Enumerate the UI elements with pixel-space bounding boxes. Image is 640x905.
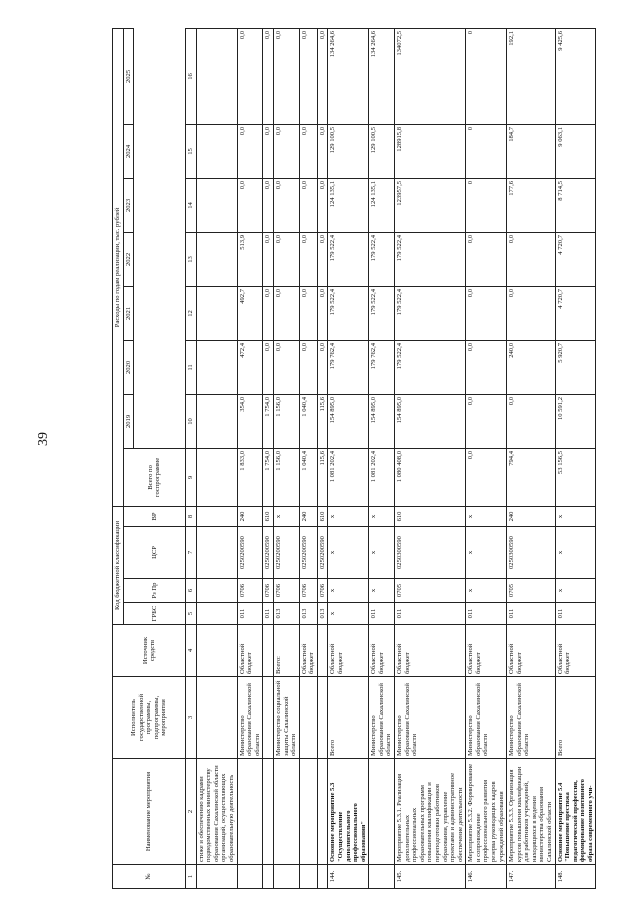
row-number bbox=[273, 865, 299, 889]
code-csr: 0250300590 bbox=[507, 527, 555, 579]
year-value: 1 754,0 bbox=[263, 394, 274, 448]
code-vr: 240 bbox=[299, 506, 317, 526]
year-value: 179 762,4 bbox=[328, 340, 369, 394]
code-rzpr: 0706 bbox=[273, 579, 299, 603]
total-value: 1 833,0 bbox=[237, 448, 263, 506]
code-csr: х bbox=[369, 527, 395, 579]
year-value: 0 bbox=[466, 124, 507, 178]
measure-name: стиже и обеспечению кадрами подведомственных министерству образования Сахалинской области организаций, осуществляющих образовательную деятельность bbox=[196, 759, 237, 865]
header-csr: ЦСР bbox=[123, 527, 186, 579]
code-csr: х bbox=[466, 527, 507, 579]
year-value: 129 100,5 bbox=[328, 124, 369, 178]
year-value: 123957,5 bbox=[395, 178, 466, 232]
total-value: 1 754,0 bbox=[263, 448, 274, 506]
column-number: 3 bbox=[186, 677, 197, 759]
executor: Министерство образования Сахалинской области bbox=[507, 677, 555, 759]
year-value: 0,0 bbox=[507, 232, 555, 286]
year-value bbox=[196, 394, 237, 448]
total-value: 1 081 202,4 bbox=[328, 448, 369, 506]
year-value: 0,0 bbox=[273, 28, 299, 124]
header-source: Источник средств bbox=[113, 625, 186, 677]
column-number: 9 bbox=[186, 448, 197, 506]
code-grbs: 011 bbox=[237, 603, 263, 625]
row-number: 148. bbox=[555, 865, 596, 889]
year-value: 129 100,5 bbox=[369, 124, 395, 178]
code-vr: 240 bbox=[237, 506, 263, 526]
funding-source: Областной бюджет bbox=[299, 625, 317, 677]
year-value bbox=[196, 178, 237, 232]
rotated-table-container bbox=[112, 29, 630, 889]
measure-name bbox=[299, 759, 317, 865]
header-grbs: ГРБС bbox=[123, 603, 186, 625]
total-value: 1 081 202,4 bbox=[369, 448, 395, 506]
code-csr bbox=[196, 527, 237, 579]
year-value: 0,0 bbox=[263, 340, 274, 394]
year-value: 0,0 bbox=[273, 286, 299, 340]
funding-source: Областной бюджет bbox=[328, 625, 369, 677]
year-value: 179 522,4 bbox=[395, 232, 466, 286]
total-value: 0,0 bbox=[466, 448, 507, 506]
column-number: 15 bbox=[186, 124, 197, 178]
row-number bbox=[317, 865, 328, 889]
code-csr: 0250200590 bbox=[237, 527, 263, 579]
header-rzpr: Рз Пр bbox=[123, 579, 186, 603]
funding-source: Всего: bbox=[273, 625, 299, 677]
code-rzpr: 0705 bbox=[507, 579, 555, 603]
table-row bbox=[299, 28, 317, 888]
year-value: 4 720,7 bbox=[555, 232, 596, 286]
code-csr: 0250300590 bbox=[395, 527, 466, 579]
year-value: 8 714,5 bbox=[555, 178, 596, 232]
column-number: 11 bbox=[186, 340, 197, 394]
year-value: 0,0 bbox=[263, 178, 274, 232]
funding-source: Областной бюджет bbox=[507, 625, 555, 677]
column-number: 6 bbox=[186, 579, 197, 603]
code-grbs: 011 bbox=[263, 603, 274, 625]
funding-source bbox=[317, 625, 328, 677]
header-vr: ВР bbox=[123, 506, 186, 526]
year-value: 0,0 bbox=[273, 178, 299, 232]
year-value bbox=[196, 28, 237, 124]
row-number bbox=[237, 865, 263, 889]
code-vr: х bbox=[555, 506, 596, 526]
year-value: 124 135,1 bbox=[369, 178, 395, 232]
funding-source: Областной бюджет bbox=[466, 625, 507, 677]
code-grbs: 013 bbox=[273, 603, 299, 625]
code-csr: 0250200590 bbox=[273, 527, 299, 579]
year-value: 154 895,0 bbox=[395, 394, 466, 448]
year-value: 134 264,6 bbox=[328, 28, 369, 124]
column-number: 16 bbox=[186, 28, 197, 124]
executor: Министерство образования Сахалинской области bbox=[369, 677, 395, 759]
executor: Всего bbox=[328, 677, 369, 759]
year-value bbox=[196, 232, 237, 286]
executor bbox=[317, 677, 328, 759]
year-value: 9 425,6 bbox=[555, 28, 596, 124]
code-vr: 610 bbox=[395, 506, 466, 526]
year-value: 0,0 bbox=[466, 286, 507, 340]
code-rzpr: 0706 bbox=[317, 579, 328, 603]
year-value: 192,1 bbox=[507, 28, 555, 124]
row-number: 147. bbox=[507, 865, 555, 889]
year-value: 179 522,4 bbox=[328, 286, 369, 340]
table-row bbox=[196, 28, 237, 888]
code-vr: х bbox=[466, 506, 507, 526]
year-value: 0,0 bbox=[299, 124, 317, 178]
year-value: 0,0 bbox=[507, 394, 555, 448]
code-rzpr: 0706 bbox=[263, 579, 274, 603]
year-value: 240,0 bbox=[507, 340, 555, 394]
year-value bbox=[196, 286, 237, 340]
year-value: 154 895,0 bbox=[328, 394, 369, 448]
measure-name: Мероприятие 5.3.3. Организация курсов повышения квалификации для работников учреждений, находящихся в ведении министерства образования Сахалинской области bbox=[507, 759, 555, 865]
year-value: 0,0 bbox=[237, 28, 263, 124]
funding-source: Областной бюджет bbox=[237, 625, 263, 677]
code-csr: х bbox=[328, 527, 369, 579]
total-value: 53 156,5 bbox=[555, 448, 596, 506]
year-value: 10 591,2 bbox=[555, 394, 596, 448]
year-value: 179 522,4 bbox=[395, 340, 466, 394]
code-rzpr: х bbox=[555, 579, 596, 603]
column-number: 10 bbox=[186, 394, 197, 448]
row-number: 144. bbox=[328, 865, 369, 889]
year-value: 513,9 bbox=[237, 232, 263, 286]
column-number: 7 bbox=[186, 527, 197, 579]
code-rzpr bbox=[196, 579, 237, 603]
code-csr: 0250200590 bbox=[263, 527, 274, 579]
year-value: 0,0 bbox=[299, 286, 317, 340]
year-value: 0,0 bbox=[317, 340, 328, 394]
year-value: 0,0 bbox=[299, 340, 317, 394]
measure-name bbox=[369, 759, 395, 865]
executor bbox=[196, 677, 237, 759]
year-value: 0,0 bbox=[299, 178, 317, 232]
column-number: 12 bbox=[186, 286, 197, 340]
row-number bbox=[263, 865, 274, 889]
executor: Министерство образования Сахалинской области bbox=[237, 677, 263, 759]
year-value: 179 522,4 bbox=[328, 232, 369, 286]
header-codes: Код бюджетной классификации bbox=[113, 506, 124, 624]
year-value bbox=[196, 124, 237, 178]
table-row bbox=[237, 28, 263, 888]
code-rzpr: х bbox=[369, 579, 395, 603]
code-rzpr: 0706 bbox=[299, 579, 317, 603]
total-value: 794,4 bbox=[507, 448, 555, 506]
column-number: 5 bbox=[186, 603, 197, 625]
code-csr: х bbox=[555, 527, 596, 579]
table-row bbox=[369, 28, 395, 888]
executor: Всего bbox=[555, 677, 596, 759]
year-value: 0,0 bbox=[237, 124, 263, 178]
executor: Министерство социальной защиты Сахалинской области bbox=[273, 677, 299, 759]
code-csr: 0250200590 bbox=[317, 527, 328, 579]
year-value: 124 135,1 bbox=[328, 178, 369, 232]
year-value: 1 156,0 bbox=[273, 394, 299, 448]
funding-source: Областной бюджет bbox=[555, 625, 596, 677]
measure-name: Основное мероприятие 5.3 "Осуществление дополнительного профессионального образования" bbox=[328, 759, 369, 865]
year-value: 179 522,4 bbox=[369, 286, 395, 340]
code-grbs: 013 bbox=[317, 603, 328, 625]
code-grbs: 011 bbox=[555, 603, 596, 625]
year-value: 354,0 bbox=[237, 394, 263, 448]
code-vr: х bbox=[273, 506, 299, 526]
code-rzpr: х bbox=[466, 579, 507, 603]
header-expenses: Расходы по годам реализации, тыс. рублей bbox=[113, 28, 124, 506]
measure-name: Основное мероприятие 5.4 "Повышение престижа педагогической профессии, формирование позитивного образа современного учи- bbox=[555, 759, 596, 865]
executor: Министерство образования Сахалинской области bbox=[395, 677, 466, 759]
code-vr bbox=[196, 506, 237, 526]
total-value bbox=[196, 448, 237, 506]
funding-source: Областной бюджет bbox=[369, 625, 395, 677]
year-value: 0,0 bbox=[466, 232, 507, 286]
year-value: 0,0 bbox=[317, 232, 328, 286]
code-grbs: 011 bbox=[466, 603, 507, 625]
row-number bbox=[196, 865, 237, 889]
table-row bbox=[466, 28, 507, 888]
code-grbs bbox=[196, 603, 237, 625]
code-grbs: 011 bbox=[507, 603, 555, 625]
funding-source bbox=[196, 625, 237, 677]
measure-name bbox=[237, 759, 263, 865]
header-executor: Исполнитель государственной программы, подпрограммы, мероприятия bbox=[113, 677, 186, 759]
year-value: 0,0 bbox=[273, 340, 299, 394]
table-row bbox=[555, 28, 596, 888]
year-value: 177,6 bbox=[507, 178, 555, 232]
header-year: 2021 bbox=[123, 286, 134, 340]
header-year: 2025 bbox=[123, 28, 134, 124]
measure-name: Мероприятие 5.3.2. Формирование и сопровождение профессионального развития резерва руководящих кадров учреждений образования bbox=[466, 759, 507, 865]
measure-name bbox=[317, 759, 328, 865]
page-number: 39 bbox=[36, 432, 51, 446]
row-number: 146. bbox=[466, 865, 507, 889]
row-number bbox=[369, 865, 395, 889]
code-vr: 610 bbox=[263, 506, 274, 526]
column-number: 14 bbox=[186, 178, 197, 232]
year-value: 0,0 bbox=[273, 232, 299, 286]
year-value: 1 040,4 bbox=[299, 394, 317, 448]
header-year: 2019 bbox=[123, 394, 134, 448]
code-vr: 610 bbox=[317, 506, 328, 526]
year-value: 0 bbox=[466, 28, 507, 124]
header-year: 2020 bbox=[123, 340, 134, 394]
year-value: 179 522,4 bbox=[395, 286, 466, 340]
column-number: 1 bbox=[186, 865, 197, 889]
measure-name: Мероприятие 5.3.1. Реализация дополнительных профессиональных образовательных программ повышения квалификации и переподготовки работников образования, управление проектами и административное обеспечение деятельности bbox=[395, 759, 466, 865]
table-row bbox=[263, 28, 274, 888]
total-value: 1 080 408,0 bbox=[395, 448, 466, 506]
year-value: 0,0 bbox=[263, 286, 274, 340]
column-number: 2 bbox=[186, 759, 197, 865]
funding-source bbox=[263, 625, 274, 677]
code-vr: х bbox=[369, 506, 395, 526]
measure-name bbox=[263, 759, 274, 865]
table-row bbox=[328, 28, 369, 888]
year-value: 184,7 bbox=[507, 124, 555, 178]
year-value: 0,0 bbox=[466, 394, 507, 448]
table-row bbox=[395, 28, 466, 888]
table-header bbox=[113, 28, 197, 888]
header-total: Всего по госпрограмме bbox=[123, 448, 186, 506]
year-value: 472,4 bbox=[237, 340, 263, 394]
executor bbox=[263, 677, 274, 759]
year-value bbox=[196, 340, 237, 394]
year-value: 0,0 bbox=[317, 286, 328, 340]
year-value: 0,0 bbox=[263, 124, 274, 178]
year-value: 0,0 bbox=[317, 178, 328, 232]
year-value: 128915,8 bbox=[395, 124, 466, 178]
year-value: 134 264,6 bbox=[369, 28, 395, 124]
code-grbs: х bbox=[328, 603, 369, 625]
code-rzpr: х bbox=[328, 579, 369, 603]
code-rzpr: 0705 bbox=[395, 579, 466, 603]
measure-name bbox=[273, 759, 299, 865]
header-year: 2024 bbox=[123, 124, 134, 178]
code-rzpr: 0706 bbox=[237, 579, 263, 603]
header-year: 2023 bbox=[123, 178, 134, 232]
year-value: 0,0 bbox=[273, 124, 299, 178]
budget-table bbox=[112, 28, 596, 889]
total-value: 115,6 bbox=[317, 448, 328, 506]
year-value: 0,0 bbox=[466, 340, 507, 394]
year-value: 134072,5 bbox=[395, 28, 466, 124]
total-value: 1 040,4 bbox=[299, 448, 317, 506]
year-value: 0,0 bbox=[507, 286, 555, 340]
year-value: 0,0 bbox=[317, 28, 328, 124]
year-value: 0,0 bbox=[317, 124, 328, 178]
year-value: 179 762,4 bbox=[369, 340, 395, 394]
year-value: 0,0 bbox=[299, 232, 317, 286]
code-grbs: 011 bbox=[369, 603, 395, 625]
header-year: 2022 bbox=[123, 232, 134, 286]
row-number bbox=[299, 865, 317, 889]
table-row bbox=[273, 28, 299, 888]
table-body bbox=[196, 28, 596, 888]
year-value: 0,0 bbox=[263, 232, 274, 286]
header-num: № bbox=[113, 865, 186, 889]
year-value: 154 895,0 bbox=[369, 394, 395, 448]
total-value: 1 156,0 bbox=[273, 448, 299, 506]
year-value: 492,7 bbox=[237, 286, 263, 340]
code-grbs: 013 bbox=[299, 603, 317, 625]
year-value: 179 522,4 bbox=[369, 232, 395, 286]
table-row bbox=[507, 28, 555, 888]
column-number-row bbox=[186, 28, 197, 888]
code-csr: 0250200590 bbox=[299, 527, 317, 579]
year-value: 0,0 bbox=[299, 28, 317, 124]
executor bbox=[299, 677, 317, 759]
code-vr: х bbox=[328, 506, 369, 526]
code-vr: 240 bbox=[507, 506, 555, 526]
row-number: 145. bbox=[395, 865, 466, 889]
header-name: Наименование мероприятия bbox=[113, 759, 186, 865]
column-number: 8 bbox=[186, 506, 197, 526]
year-value: 115,6 bbox=[317, 394, 328, 448]
year-value: 0,0 bbox=[263, 28, 274, 124]
table-row bbox=[317, 28, 328, 888]
year-value: 9 063,1 bbox=[555, 124, 596, 178]
executor: Министерство образования Сахалинской области bbox=[466, 677, 507, 759]
year-value: 4 720,7 bbox=[555, 286, 596, 340]
year-value: 0,0 bbox=[237, 178, 263, 232]
funding-source: Областной бюджет bbox=[395, 625, 466, 677]
code-grbs: 011 bbox=[395, 603, 466, 625]
column-number: 4 bbox=[186, 625, 197, 677]
column-number: 13 bbox=[186, 232, 197, 286]
year-value: 5 920,7 bbox=[555, 340, 596, 394]
year-value: 0 bbox=[466, 178, 507, 232]
